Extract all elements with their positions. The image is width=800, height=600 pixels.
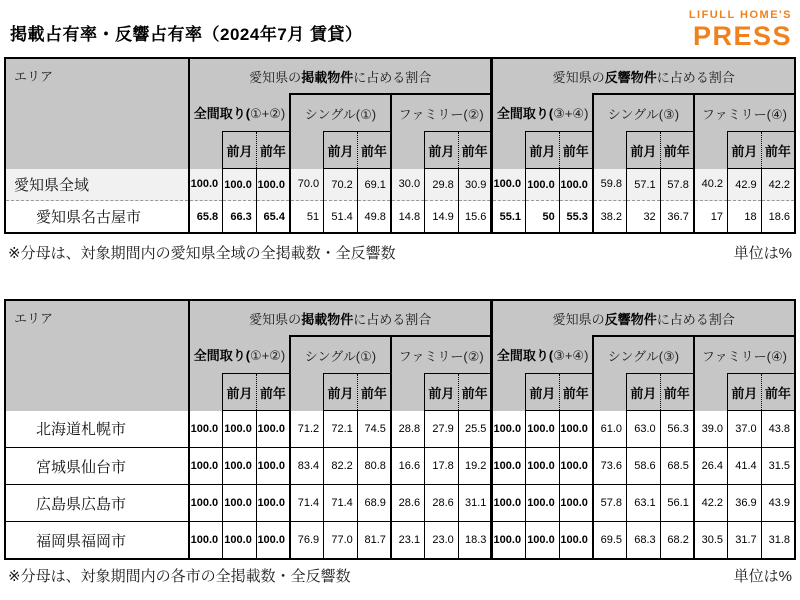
subgroup-all-layouts-2: 全間取り(③+④)	[492, 94, 593, 132]
share-table-aichi	[4, 57, 796, 234]
current-month-column	[492, 132, 526, 169]
value-cell: 74.5	[357, 411, 391, 448]
value-cell: 16.6	[391, 448, 425, 485]
value-cell: 30.9	[458, 169, 492, 201]
value-cell: 36.9	[728, 485, 762, 522]
value-cell: 100.0	[223, 169, 257, 201]
logo-wordmark-press: PRESS	[692, 21, 792, 51]
value-cell: 77.0	[324, 522, 358, 560]
subgroup-single-1: シングル(①)	[290, 336, 391, 374]
prev-month-column: 前月	[425, 374, 459, 411]
value-cell: 55.3	[559, 201, 593, 234]
current-month-column	[593, 132, 627, 169]
prev-year-column: 前年	[559, 132, 593, 169]
value-cell: 42.2	[694, 485, 728, 522]
value-cell: 100.0	[559, 485, 593, 522]
value-cell: 70.0	[290, 169, 324, 201]
value-cell: 42.2	[761, 169, 795, 201]
unit-label: 単位は%	[733, 568, 792, 585]
subgroup-single-2: シングル(③)	[593, 94, 694, 132]
value-cell: 26.4	[694, 448, 728, 485]
value-cell: 100.0	[526, 522, 560, 560]
prev-year-column: 前年	[357, 132, 391, 169]
prev-year-column: 前年	[761, 374, 795, 411]
table-row	[5, 201, 795, 234]
subgroup-family-1: ファミリー(②)	[391, 94, 492, 132]
value-cell: 100.0	[256, 411, 290, 448]
value-cell: 42.9	[728, 169, 762, 201]
prev-year-column: 前年	[761, 132, 795, 169]
value-cell: 100.0	[223, 485, 257, 522]
value-cell: 51	[290, 201, 324, 234]
value-cell: 100.0	[526, 448, 560, 485]
value-cell: 57.1	[627, 169, 661, 201]
value-cell: 19.2	[458, 448, 492, 485]
prev-month-column: 前月	[728, 374, 762, 411]
value-cell: 31.1	[458, 485, 492, 522]
value-cell: 83.4	[290, 448, 324, 485]
table2-footnote	[8, 565, 792, 586]
value-cell: 14.9	[425, 201, 459, 234]
current-month-column	[391, 132, 425, 169]
denominator-note: ※分母は、対象期間内の愛知県全域の全掲載数・全反響数	[8, 245, 396, 262]
section-header-response: 愛知県の反響物件に占める割合	[492, 300, 795, 336]
value-cell: 100.0	[492, 169, 526, 201]
value-cell: 76.9	[290, 522, 324, 560]
value-cell: 100.0	[492, 411, 526, 448]
value-cell: 50	[526, 201, 560, 234]
value-cell: 73.6	[593, 448, 627, 485]
value-cell: 30.0	[391, 169, 425, 201]
value-cell: 100.0	[256, 485, 290, 522]
value-cell: 100.0	[223, 448, 257, 485]
prev-year-column: 前年	[256, 374, 290, 411]
value-cell: 69.5	[593, 522, 627, 560]
value-cell: 37.0	[728, 411, 762, 448]
value-cell: 100.0	[189, 411, 223, 448]
value-cell: 100.0	[559, 522, 593, 560]
area-cell: 福岡県福岡市	[5, 522, 189, 560]
value-cell: 56.1	[660, 485, 694, 522]
value-cell: 49.8	[357, 201, 391, 234]
prev-month-column: 前月	[526, 132, 560, 169]
value-cell: 100.0	[492, 485, 526, 522]
value-cell: 40.2	[694, 169, 728, 201]
value-cell: 63.1	[627, 485, 661, 522]
value-cell: 100.0	[492, 522, 526, 560]
current-month-column	[593, 374, 627, 411]
value-cell: 15.6	[458, 201, 492, 234]
subgroup-family-2: ファミリー(④)	[694, 336, 795, 374]
value-cell: 100.0	[492, 448, 526, 485]
value-cell: 29.8	[425, 169, 459, 201]
area-cell: 北海道札幌市	[5, 411, 189, 448]
value-cell: 100.0	[256, 169, 290, 201]
value-cell: 71.4	[324, 485, 358, 522]
current-month-column	[290, 132, 324, 169]
value-cell: 68.9	[357, 485, 391, 522]
current-month-column	[694, 132, 728, 169]
value-cell: 56.3	[660, 411, 694, 448]
logo-wordmark-top: LIFULL HOME'S	[688, 9, 792, 21]
subgroup-all-layouts-1: 全間取り(①+②)	[189, 336, 290, 374]
area-cell: 愛知県名古屋市	[5, 201, 189, 234]
prev-year-column: 前年	[256, 132, 290, 169]
value-cell: 43.9	[761, 485, 795, 522]
prev-year-column: 前年	[660, 374, 694, 411]
current-month-column	[189, 132, 223, 169]
value-cell: 100.0	[559, 448, 593, 485]
prev-year-column: 前年	[458, 374, 492, 411]
value-cell: 100.0	[256, 522, 290, 560]
value-cell: 23.1	[391, 522, 425, 560]
current-month-column	[189, 374, 223, 411]
value-cell: 71.4	[290, 485, 324, 522]
value-cell: 100.0	[189, 448, 223, 485]
prev-month-column: 前月	[728, 132, 762, 169]
value-cell: 28.6	[425, 485, 459, 522]
area-column-header: エリア	[5, 300, 189, 411]
value-cell: 57.8	[593, 485, 627, 522]
area-cell: 広島県広島市	[5, 485, 189, 522]
prev-month-column: 前月	[223, 374, 257, 411]
value-cell: 81.7	[357, 522, 391, 560]
prev-month-column: 前月	[627, 374, 661, 411]
value-cell: 28.6	[391, 485, 425, 522]
value-cell: 30.5	[694, 522, 728, 560]
unit-label: 単位は%	[733, 245, 792, 262]
value-cell: 80.8	[357, 448, 391, 485]
value-cell: 72.1	[324, 411, 358, 448]
value-cell: 68.3	[627, 522, 661, 560]
value-cell: 25.5	[458, 411, 492, 448]
section-header-listing: 愛知県の掲載物件に占める割合	[189, 58, 492, 94]
section-header-response: 愛知県の反響物件に占める割合	[492, 58, 795, 94]
table-row	[5, 522, 795, 560]
prev-year-column: 前年	[458, 132, 492, 169]
value-cell: 82.2	[324, 448, 358, 485]
value-cell: 18.3	[458, 522, 492, 560]
value-cell: 66.3	[223, 201, 257, 234]
prev-month-column: 前月	[223, 132, 257, 169]
value-cell: 23.0	[425, 522, 459, 560]
value-cell: 14.8	[391, 201, 425, 234]
current-month-column	[694, 374, 728, 411]
prev-month-column: 前月	[425, 132, 459, 169]
value-cell: 100.0	[189, 169, 223, 201]
area-column-header: エリア	[5, 58, 189, 169]
section-header-listing: 愛知県の掲載物件に占める割合	[189, 300, 492, 336]
subgroup-family-1: ファミリー(②)	[391, 336, 492, 374]
table1-footnote	[8, 242, 792, 263]
denominator-note: ※分母は、対象期間内の各市の全掲載数・全反響数	[8, 568, 351, 585]
value-cell: 31.5	[761, 448, 795, 485]
value-cell: 70.2	[324, 169, 358, 201]
value-cell: 18	[728, 201, 762, 234]
page-title: 掲載占有率・反響占有率（2024年7月 賃貸）	[10, 25, 363, 44]
share-table-major-cities	[4, 299, 796, 560]
prev-month-column: 前月	[324, 132, 358, 169]
table-row	[5, 448, 795, 485]
value-cell: 17.8	[425, 448, 459, 485]
value-cell: 43.8	[761, 411, 795, 448]
prev-month-column: 前月	[627, 132, 661, 169]
value-cell: 69.1	[357, 169, 391, 201]
current-month-column	[492, 374, 526, 411]
value-cell: 58.6	[627, 448, 661, 485]
value-cell: 18.6	[761, 201, 795, 234]
value-cell: 32	[627, 201, 661, 234]
value-cell: 63.0	[627, 411, 661, 448]
table-row	[5, 411, 795, 448]
value-cell: 100.0	[189, 522, 223, 560]
subgroup-family-2: ファミリー(④)	[694, 94, 795, 132]
value-cell: 55.1	[492, 201, 526, 234]
table-row	[5, 485, 795, 522]
value-cell: 27.9	[425, 411, 459, 448]
value-cell: 31.8	[761, 522, 795, 560]
value-cell: 17	[694, 201, 728, 234]
value-cell: 100.0	[223, 522, 257, 560]
area-cell: 宮城県仙台市	[5, 448, 189, 485]
value-cell: 100.0	[559, 169, 593, 201]
value-cell: 100.0	[526, 485, 560, 522]
value-cell: 71.2	[290, 411, 324, 448]
value-cell: 28.8	[391, 411, 425, 448]
prev-year-column: 前年	[357, 374, 391, 411]
table-header	[5, 58, 795, 169]
prev-month-column: 前月	[324, 374, 358, 411]
value-cell: 100.0	[223, 411, 257, 448]
value-cell: 100.0	[526, 169, 560, 201]
subgroup-all-layouts-2: 全間取り(③+④)	[492, 336, 593, 374]
subgroup-all-layouts-1: 全間取り(①+②)	[189, 94, 290, 132]
table-row	[5, 169, 795, 201]
value-cell: 36.7	[660, 201, 694, 234]
value-cell: 100.0	[526, 411, 560, 448]
area-cell: 愛知県全域	[5, 169, 189, 201]
value-cell: 100.0	[256, 448, 290, 485]
value-cell: 61.0	[593, 411, 627, 448]
value-cell: 39.0	[694, 411, 728, 448]
prev-year-column: 前年	[559, 374, 593, 411]
value-cell: 41.4	[728, 448, 762, 485]
table-header	[5, 300, 795, 411]
value-cell: 51.4	[324, 201, 358, 234]
lifull-homes-press-logo	[689, 10, 792, 50]
value-cell: 68.2	[660, 522, 694, 560]
value-cell: 65.4	[256, 201, 290, 234]
value-cell: 31.7	[728, 522, 762, 560]
current-month-column	[290, 374, 324, 411]
subgroup-single-2: シングル(③)	[593, 336, 694, 374]
prev-year-column: 前年	[660, 132, 694, 169]
value-cell: 100.0	[559, 411, 593, 448]
prev-month-column: 前月	[526, 374, 560, 411]
current-month-column	[391, 374, 425, 411]
subgroup-single-1: シングル(①)	[290, 94, 391, 132]
value-cell: 65.8	[189, 201, 223, 234]
value-cell: 57.8	[660, 169, 694, 201]
value-cell: 59.8	[593, 169, 627, 201]
value-cell: 100.0	[189, 485, 223, 522]
value-cell: 68.5	[660, 448, 694, 485]
value-cell: 38.2	[593, 201, 627, 234]
